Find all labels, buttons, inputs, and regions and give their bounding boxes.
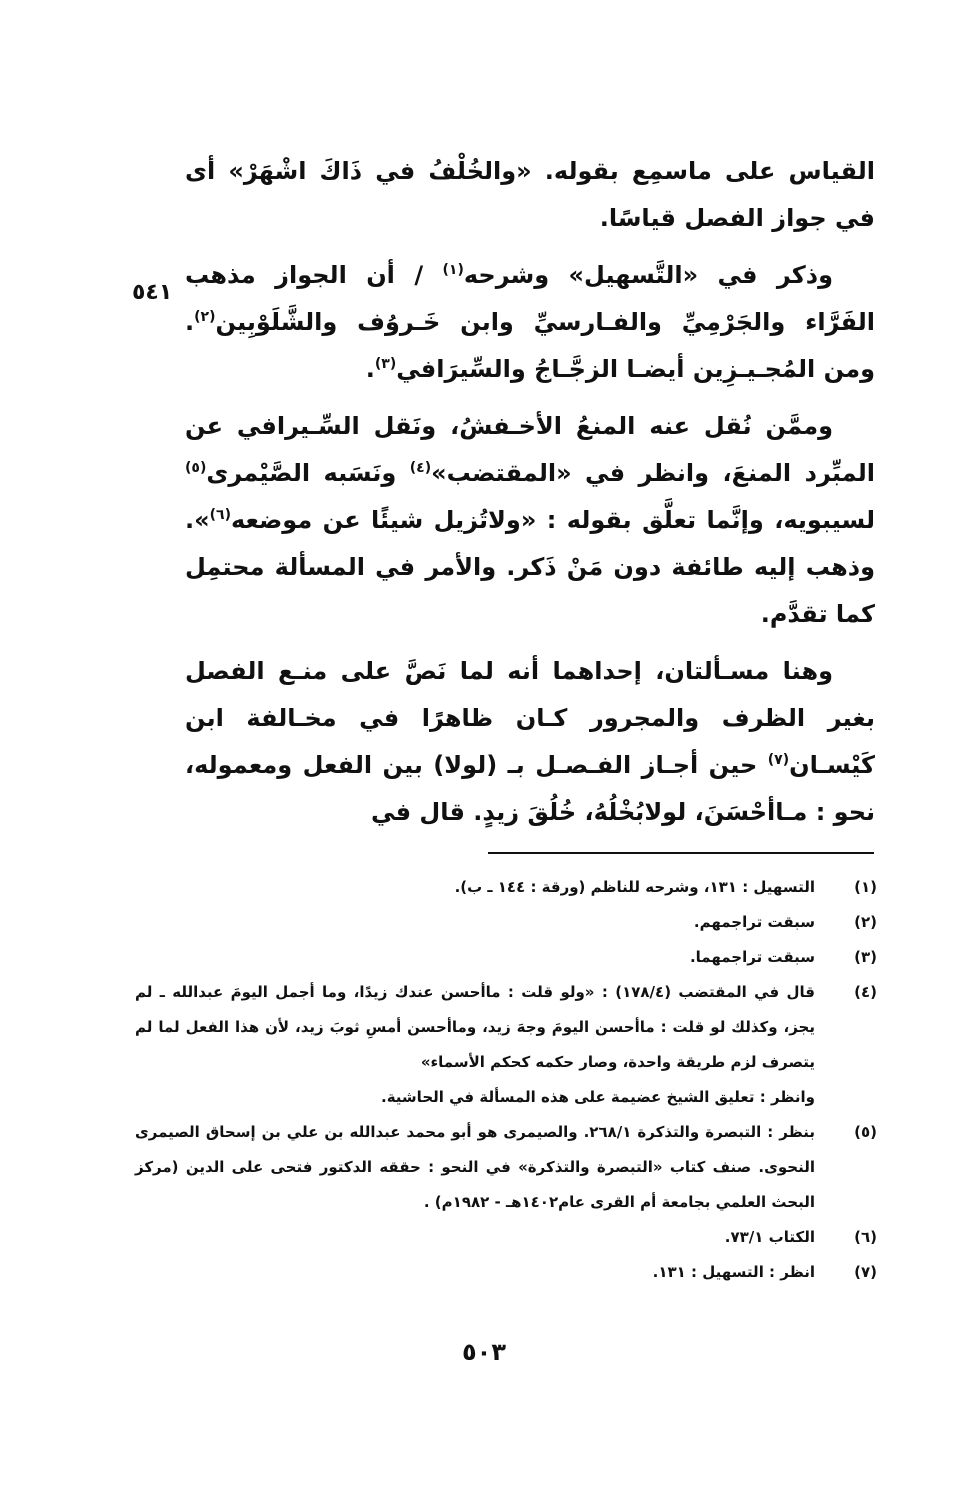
footnote-text: انظر : التسهيل : ١٣١. bbox=[652, 1263, 815, 1281]
footnote-number: (١) bbox=[854, 878, 877, 896]
footnote-ref-2[interactable]: (٢) bbox=[194, 309, 216, 325]
footnote-number: (٤) bbox=[854, 983, 877, 1001]
footnote-number: (٥) bbox=[854, 1123, 877, 1141]
footnote-number: (٦) bbox=[854, 1228, 877, 1246]
footnote-number: (٣) bbox=[854, 948, 877, 966]
paragraph-3: وممَّن نُقل عنه المنعُ الأخـفشُ، ونَقل السِّـيرافي عن المبِّرد المنعَ، وانظر في «المقتضب»$^{(٤)}$ ونَسَبه الصَّيْمرى$^{(٥)}$ لسيبويه، وإنَّما تعلَّق بقوله : «ولاتُزيل شيئًا عن موضعه$^{(٦)}$». وذهب إليه طائفة دون مَنْ ذَكر. والأمر في المسألة محتمِل كما تقدَّم. bbox=[185, 412, 875, 628]
main-text bbox=[185, 148, 875, 836]
footnote-text: سبقت تراجمهم. bbox=[693, 913, 815, 931]
footnote-text: قال في المقتضب (١٧٨/٤) : «ولو قلت : ماأحسن عندك زيدًا، وما أجمل اليومَ عبدالله ـ لم يجز، وكذلك لو قلت : ماأحسن اليومَ وجهَ زيد، وماأحسن أمسِ ثوبَ زيد، لأن هذا الفعل لما لم يتصرف لزم طريقة واحدة، وصار حكمه كحكم الأسماء» bbox=[135, 983, 815, 1071]
footnote-1 bbox=[135, 870, 877, 905]
footnote-ref-4[interactable]: (٤) bbox=[409, 460, 432, 476]
footnote-number: (٧) bbox=[854, 1263, 877, 1281]
footnote-3 bbox=[135, 940, 877, 975]
paragraph-4: وهنا مسـألتان، إحداهما أنه لما نَصَّ على منـع الفصل بغير الظرف والمجرور كـان ظاهرًا في مخـالفة ابن كَيْسـان$^{(٧)}$ حين أجـاز الفـصـل بـ (لولا) بين الفعل ومعموله، نحو : مـاأحْسَنَ، لولابُخْلُهُ، خُلُقَ زيدٍ. قال في bbox=[185, 657, 875, 826]
paragraph-1 bbox=[185, 148, 875, 242]
footnote-5 bbox=[135, 1115, 877, 1220]
footnote-6 bbox=[135, 1220, 877, 1255]
footnote-7 bbox=[135, 1255, 877, 1290]
page-number: ٥٠٣ bbox=[462, 1338, 506, 1366]
footnote-ref-3[interactable]: (٣) bbox=[374, 356, 397, 372]
footnotes bbox=[135, 870, 877, 1290]
margin-page-reference: ٥٤١ bbox=[132, 280, 173, 305]
footnote-ref-6[interactable]: (٦) bbox=[209, 507, 231, 523]
footnote-text: سبقت تراجمهما. bbox=[689, 948, 815, 966]
footnote-number: (٢) bbox=[854, 913, 877, 931]
footnote-text: الكتاب ٧٣/١. bbox=[724, 1228, 815, 1246]
footnote-ref-5[interactable]: (٥) bbox=[185, 460, 207, 476]
paragraph-1-text: القياس على ماسمِع بقوله. «والخُلْفُ في ذَاكَ اشْهَرْ» أى في جواز الفصل قياسًا. bbox=[185, 157, 875, 232]
footnote-ref-1[interactable]: (١) bbox=[442, 262, 464, 278]
footnote-2 bbox=[135, 905, 877, 940]
footnote-text: التسهيل : ١٣١، وشرحه للناظم (ورقة : ١٤٤ ـ ب). bbox=[454, 878, 815, 896]
footnote-ref-7[interactable]: (٧) bbox=[767, 752, 790, 768]
footnote-text-continued: وانظر : تعليق الشيخ عضيمة على هذه المسألة في الحاشية. bbox=[381, 1088, 815, 1106]
footnote-separator bbox=[488, 852, 874, 854]
footnote-text: بنظر : التبصرة والتذكرة ٢٦٨/١. والصيمرى هو أبو محمد عبدالله بن علي بن إسحاق الصيمرى النحوى. صنف كتاب «التبصرة والتذكرة» في النحو : حققه الدكتور فتحى على الدين (مركز البحث العلمي بجامعة أم القرى عام١٤٠٢هـ - ١٩٨٢م) . bbox=[135, 1123, 815, 1211]
paragraph-2: وذكر في «التَّسهيل» وشرحه$^{(١)}$ / أن الجواز مذهب الفَرَّاء والجَرْمِيِّ والفـارسيِّ وابن خَـروُف والشَّلَوْبِين$^{(٢)}$. ومن المُجـيـزِين أيضـا الزجَّـاجُ والسِّيرَافي$^{(٣)}$. bbox=[185, 261, 875, 383]
footnote-4 bbox=[135, 975, 877, 1115]
